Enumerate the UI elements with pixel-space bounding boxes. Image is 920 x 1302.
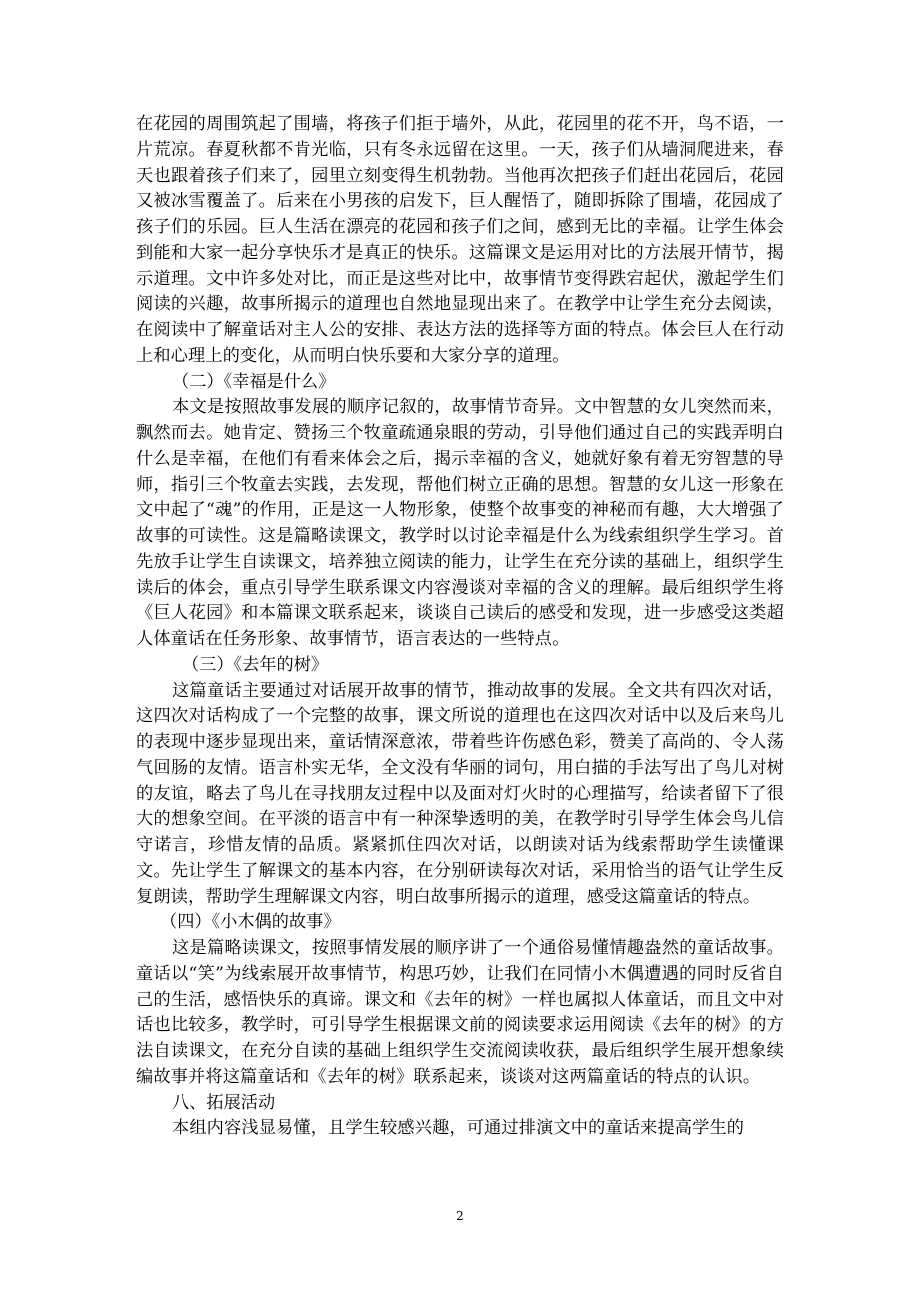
- paragraph-section-4: 这是篇略读课文，按照事情发展的顺序讲了一个通俗易懂情趣盎然的童话故事。童话以“笑”为线索展开故事情节，构思巧妙，让我们在同情小木偶遭遇的同时反省自己的生活，感悟快乐的真谛。课文和《去年的树》一样也属拟人体童话，而且文中对话也比较多，教学时，可引导学生根据课文前的阅读要求运用阅读《去年的树》的方法自读课文，在充分自读的基础上组织学生交流阅读收获，最后组织学生展开想象续编故事并将这篇童话和《去年的树》联系起来，谈谈对这两篇童话的特点的认识。: [136, 938, 784, 1087]
- paragraph-section-2: 本文是按照故事发展的顺序记叙的，故事情节奇异。文中智慧的女儿突然而来，飘然而去。她肯定、赞扬三个牧童疏通泉眼的劳动，引导他们通过自己的实践弄明白什么是幸福，在他们有看来体会之后，揭示幸福的含义，她就好象有着无穷智慧的导师，指引三个牧童去实践，去发现，帮他们树立正确的思想。智慧的女儿这一形象在文中起了“魂”的作用，正是这一人物形象，使整个故事变的神秘而有趣，大大增强了故事的可读性。这是篇略读课文，教学时以讨论幸福是什么为线索组织学生学习。首先放手让学生自读课文，培养独立阅读的能力，让学生在充分读的基础上，组织学生读后的体会，重点引导学生联系课文内容漫谈对幸福的含义的理解。最后组织学生将《巨人花园》和本篇课文联系起来，谈谈自己读后的感受和发现，进一步感受这类超人体童话在任务形象、故事情节，语言表达的一些特点。: [136, 397, 784, 649]
- document-body: [136, 112, 784, 1142]
- section-heading-4: （四）《小木偶的故事》: [160, 912, 341, 933]
- section-heading-8: 八、拓展活动: [172, 1092, 276, 1113]
- section-heading-2: （二）《幸福是什么》: [172, 371, 336, 392]
- page-number: 2: [456, 1209, 464, 1223]
- paragraph-section-3: 这篇童话主要通过对话展开故事的情节，推动故事的发展。全文共有四次对话，这四次对话构成了一个完整的故事，课文所说的道理也在这四次对话中以及后来鸟儿的表现中逐步显现出来，童话情深意浓，带着些许伤感色彩，赞美了高尚的、令人荡气回肠的友情。语言朴实无华，全文没有华丽的词句，用白描的手法写出了鸟儿对树的友谊，略去了鸟儿在寻找朋友过程中以及面对灯火时的心理描写，给读者留下了很大的想象空间。在平淡的语言中有一种深挚透明的美，在教学时引导学生体会鸟儿信守诺言，珍惜友情的品质。紧紧抓住四次对话，以朗读对话为线索帮助学生读懂课文。先让学生了解课文的基本内容，在分别研读每次对话，采用恰当的语气让学生反复朗读，帮助学生理解课文内容，明白故事所揭示的道理，感受这篇童话的特点。: [136, 680, 784, 907]
- section-heading-3: （三）《去年的树》: [182, 654, 329, 675]
- paragraph-section-8: 本组内容浅显易懂，且学生较感兴趣，可通过排演文中的童话来提高学生的: [172, 1118, 745, 1139]
- paragraph-intro: 在花园的周围筑起了围墙，将孩子们拒于墙外，从此，花园里的花不开，鸟不语，一片荒凉。春夏秋都不肯光临，只有冬永远留在这里。一天，孩子们从墙洞爬进来，春天也跟着孩子们来了，园里立刻变得生机勃勃。当他再次把孩子们赶出花园后，花园又被冰雪覆盖了。后来在小男孩的启发下，巨人醒悟了，随即拆除了围墙，花园成了孩子们的乐园。巨人生活在漂亮的花园和孩子们之间，感到无比的幸福。让学生体会到能和大家一起分享快乐才是真正的快乐。这篇课文是运用对比的方法展开情节，揭示道理。文中许多处对比，而正是这些对比中，故事情节变得跌宕起伏，激起学生们阅读的兴趣，故事所揭示的道理也自然地显现出来了。在教学中让学生充分去阅读，在阅读中了解童话对主人公的安排、表达方法的选择等方面的特点。体会巨人在行动上和心理上的变化，从而明白快乐要和大家分享的道理。: [136, 114, 784, 366]
